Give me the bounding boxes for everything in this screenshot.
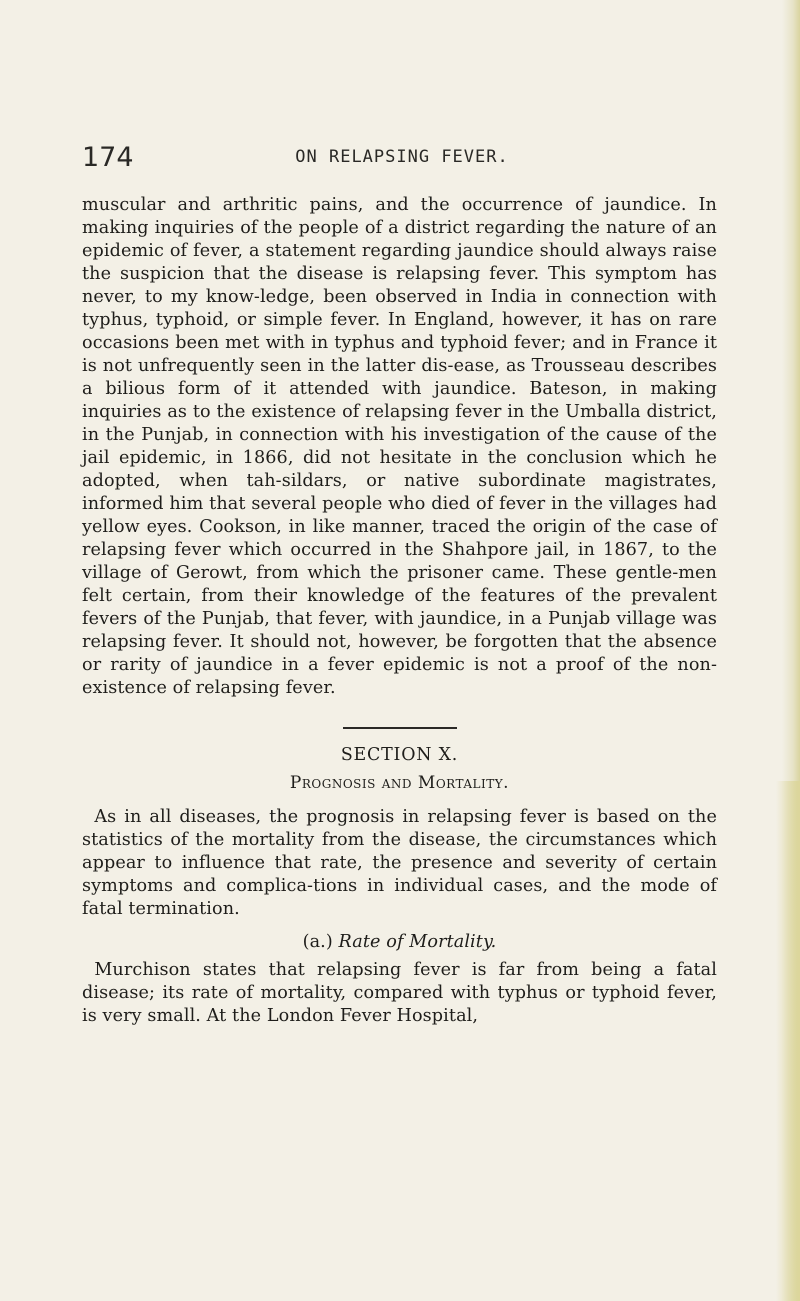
subsection-heading xyxy=(82,931,717,954)
paragraph-mortality: Murchison states that relapsing fever is far from being a fatal disease; its rate of mortality, compared with typhus or typhoid fever, is very small. At the London Fever Hospital, xyxy=(82,960,717,1026)
section-divider xyxy=(343,727,457,729)
section-title: SECTION X. xyxy=(340,745,459,765)
page-number: 174 xyxy=(82,142,134,173)
page-edge-shadow-lower xyxy=(776,781,800,1301)
page-header xyxy=(82,142,722,176)
running-head: ON RELAPSING FEVER. xyxy=(295,147,509,167)
subsection-label: (a.) xyxy=(302,932,333,952)
paragraph-prognosis: As in all diseases, the prognosis in relapsing fever is based on the statistics of the mortality from the disease, the circumstances which appear to influence that rate, the presence and severity of certain symptoms and complica-tions in individual cases, and the mode of fatal termination. xyxy=(82,807,717,919)
paragraph-jaundice: muscular and arthritic pains, and the occurrence of jaundice. In making inquiries of the people of a district regarding the nature of an epidemic of fever, a statement regarding jaundice should always raise the suspicion that the disease is relapsing fever. This symptom has never, to my know-ledge, been observed in India in connection with typhus, typhoid, or simple fever. In England, however, it has on rare occasions been met with in typhus and typhoid fever; and in France it is not unfrequently seen in the latter dis-ease, as Trousseau describes a bilious form of it attended with jaundice. Bateson, in making inquiries as to the existence of relapsing fever in the Umballa district, in the Punjab, in connection with his investigation of the cause of the jail epidemic, in 1866, did not hesitate in the conclusion which he adopted, when tah-sildars, or native subordinate magistrates, informed him that several people who died of fever in the villages had yellow eyes. Cookson, in like manner, traced the origin of the case of relapsing fever which occurred in the Shahpore jail, in 1867, to the village of Gerowt, from which the prisoner came. These gentle-men felt certain, from their knowledge of the features of the prevalent fevers of the Punjab, that fever, with jaundice, in a Punjab village was relapsing fever. It should not, however, be forgotten that the absence or rarity of jaundice in a fever epidemic is not a proof of the non-existence of relapsing fever. xyxy=(82,195,717,698)
section-subtitle: Prognosis and Mortality. xyxy=(289,773,510,793)
page-body xyxy=(82,194,717,1028)
subsection-title: Rate of Mortality. xyxy=(338,932,497,952)
